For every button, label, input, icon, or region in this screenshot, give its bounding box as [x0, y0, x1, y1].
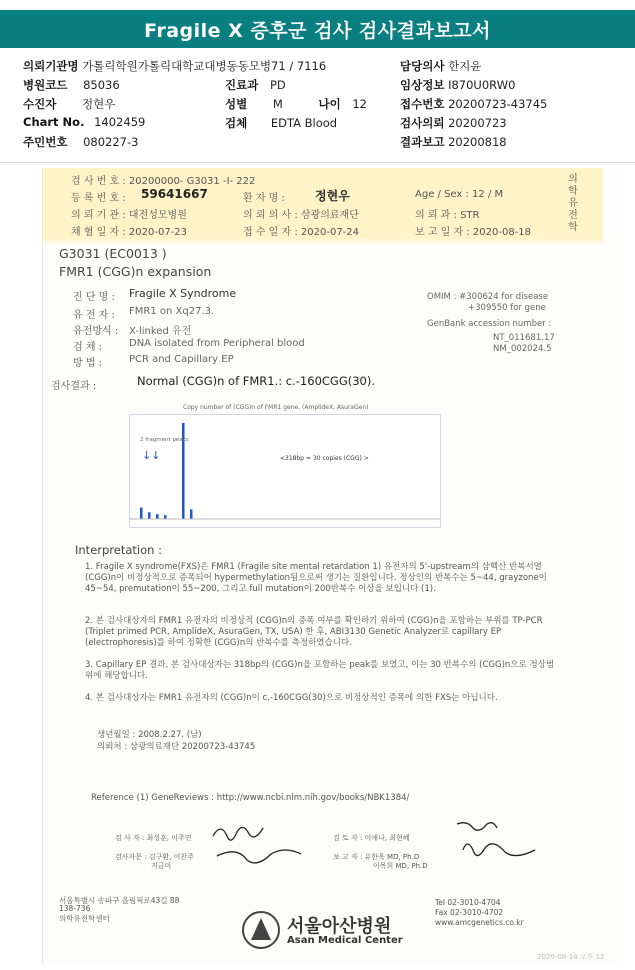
label-dept: 진료과 [225, 78, 259, 92]
label-report: 결과보고 [400, 135, 445, 149]
interp-p4: 4. 본 검사대상자는 FMR1 유전자의 (CGG)n이 c.-160CGG(30)으로 비정상적인 증폭에 의한 FXS는 아닙니다. [85, 693, 498, 703]
header-row-4-mid [225, 115, 337, 131]
value-clinical: I870U0RW0 [448, 78, 516, 92]
sig-advisor-b: 지금미 [151, 862, 172, 870]
test-code: G3031 (EC0013 ) [59, 246, 167, 261]
report-date: 보 고 일 자 : 2020-08-18 [415, 227, 532, 238]
label-rrn: 주민번호 [23, 135, 68, 149]
omim-1: OMIM : #300624 for disease [427, 292, 549, 302]
asan-foundation-seal-icon [241, 910, 281, 950]
electropherogram-svg [130, 415, 440, 527]
electropherogram [129, 414, 441, 528]
header-row-3-mid [225, 96, 367, 112]
value-request: 20200723 [448, 116, 507, 130]
peak [140, 507, 143, 519]
header-row-4 [23, 115, 145, 129]
header-row-3 [23, 96, 115, 112]
header-row-2-mid [225, 77, 286, 93]
label-clinical: 임상정보 [400, 78, 445, 92]
receipt-date: 접 수 일 자 : 2020-07-24 [243, 227, 360, 238]
header-row-1-right [400, 58, 481, 74]
gene-value: FMR1 on Xq27.3. [129, 306, 215, 317]
footer-timestamp: 2020-08-14 오후 12 [537, 953, 605, 961]
arrow-down-icon: ↓↓ [142, 449, 161, 462]
result-value: Normal (CGG)n of FMR1.: c.-160CGG(30). [137, 374, 375, 388]
sig-tester: 검 사 자 : 최성훈, 이주연 [115, 834, 192, 842]
peak [190, 509, 193, 519]
spec-value: DNA isolated from Peripheral blood [129, 338, 305, 349]
value-chart: 1402459 [94, 115, 146, 129]
diag-value: Fragile X Syndrome [129, 287, 237, 300]
label-chart: Chart No. [23, 115, 85, 129]
peak [156, 514, 159, 519]
omim-2: +309550 for gene [468, 303, 546, 313]
header-row-5-right [400, 134, 507, 150]
interp-p1: 1. Fragile X syndrome(FXS)은 FMR1 (Fragile site mental retardation 1) 유전자의 5'-upstream의 삼핵산 반복서열 (CGG)n이 비정상적으로 증폭되어 hypermethylation됨으로써 생기는 질환입니다. 정상인의 반복수는 5~44, grayzone이 45~54, premutation이 55~200, 그리고 full mutation이 200반복수 이상을 보입니다 (1). [85, 562, 547, 594]
label-hospcode: 병원코드 [23, 78, 68, 92]
label-patient: 수진자 [23, 97, 57, 111]
address-2: 138-736 [59, 904, 91, 913]
scanned-report [42, 168, 623, 963]
ref-inst: 의뢰처 : 삼광의료재단 20200723-43745 [97, 742, 256, 752]
interp-heading: Interpretation : [75, 543, 162, 557]
fax: Fax 02-3010-4702 [435, 908, 504, 917]
header-row-5 [23, 134, 138, 150]
inh-value: X-linked 유전 [129, 326, 192, 337]
yellow-fade [43, 238, 603, 246]
sig-reporter-b: 이목희 MD, Ph.D [373, 862, 428, 870]
exam-number: 검 사 번 호 : 20200000- G3031 -I- 222 [71, 176, 256, 187]
label-receipt: 접수번호 [400, 97, 445, 111]
website: www.amcgenetics.co.kr [435, 918, 524, 927]
patient-label: 환 자 명 : [243, 193, 285, 204]
label-specimen: 검체 [225, 116, 248, 130]
tel: Tel 02-3010-4704 [435, 898, 501, 907]
address-1: 서울특별시 송파구 올림픽로43길 88 [59, 896, 180, 905]
value-rrn: 080227-3 [83, 135, 139, 149]
value-report: 20200818 [448, 135, 507, 149]
label-request: 검사의뢰 [400, 116, 445, 130]
value-sex: M [272, 97, 283, 111]
value-doctor: 한지윤 [448, 59, 482, 73]
header-row-2 [23, 77, 120, 93]
interp-p3: 3. Capillary EP 결과, 본 검사대상자는 318bp의 (CGG)n을 포함하는 peak를 보였고, 이는 30 반복수의 (CGG)n으로 정상범위에 해당합니다. [85, 660, 555, 681]
header-row-4-right [400, 115, 507, 131]
signature-2-icon [443, 816, 563, 876]
reg-number: 59641667 [141, 187, 208, 201]
hospital-logo [241, 910, 461, 956]
inh-label: 유전방식 : [73, 326, 119, 337]
value-inst-b: 동모병71 / 7116 [237, 59, 327, 73]
peak [148, 512, 151, 519]
label-sex: 성별 [225, 97, 248, 111]
meth-value: PCR and Capillary EP [129, 354, 234, 365]
test-name: FMR1 (CGG)n expansion [59, 264, 212, 279]
header-row-3-right [400, 96, 547, 112]
req-dept: 의 뢰 과 : STR [415, 210, 480, 221]
value-age: 12 [352, 97, 367, 111]
patient-name: 정현우 [315, 189, 350, 203]
chart-annotation: <318bp = 30 copies (CGG) > [280, 455, 369, 462]
signature-1-icon [203, 816, 323, 876]
req-inst: 의 뢰 기 관 : 대전성모병원 [71, 210, 187, 221]
draw-date: 채 혈 일 자 : 2020-07-23 [71, 227, 188, 238]
label-age: 나이 [318, 97, 341, 111]
peak [164, 515, 167, 519]
req-doctor: 의 뢰 의 사 : 삼광의료재단 [243, 210, 359, 221]
label-inst: 의뢰기관명 [23, 59, 79, 73]
header-row-1 [23, 58, 326, 74]
chart-title: Copy number of (CGG)n of FMR1 gene. (AmplideX, AsuraGen) [183, 404, 369, 411]
diag-label: 진 단 명 : [73, 292, 115, 303]
side-label: 의학유전학 [568, 174, 578, 233]
sig-reviewer: 검 토 자 : 이애나, 최현혜 [333, 834, 410, 842]
accession-1: NT_011681.17 [493, 333, 555, 343]
gene-label: 유 전 자 : [73, 310, 115, 321]
meth-label: 방 법 : [73, 358, 103, 369]
dob: 생년월일 : 2008.2.27. (남) [97, 730, 202, 740]
reg-label: 등 록 번 호 : [71, 193, 126, 204]
value-receipt: 20200723-43745 [448, 97, 548, 111]
header-row-2-right [400, 77, 515, 93]
value-patient: 정현우 [81, 97, 116, 111]
genbank-label: GenBank accession number : [427, 319, 552, 329]
label-doctor: 담당의사 [400, 59, 445, 73]
value-hospcode: 85036 [83, 78, 120, 92]
accession-2: NM_002024.5 [493, 344, 552, 354]
age-sex: Age / Sex : 12 / M [415, 189, 504, 200]
header-divider [0, 162, 635, 163]
value-dept: PD [269, 78, 286, 92]
value-specimen: EDTA Blood [270, 116, 338, 130]
result-label: 검사결과 : [51, 381, 97, 392]
logo-english: Asan Medical Center [287, 935, 403, 946]
sig-reporter: 보 고 자 : 유한욱 MD, Ph.D [333, 853, 420, 861]
report-title: Fragile X 증후군 검사 검사결과보고서 [0, 10, 635, 48]
spec-label: 검 체 : [73, 342, 103, 353]
address-3: 의학유전학센터 [59, 914, 110, 923]
chart-left-note: 2 fragment peaks [140, 437, 189, 443]
logo-korean: 서울아산병원 [287, 916, 392, 937]
value-inst: 가톨릭학원가톨릭대학교대병동 [82, 59, 238, 73]
reference: Reference (1) GeneReviews : http://www.ncbi.nlm.nih.gov/books/NBK1384/ [91, 793, 410, 803]
sig-advisor: 검사자문 : 김구환, 이찬주 [115, 853, 194, 861]
interp-p2: 2. 본 검사대상자의 FMR1 유전자의 비정상적 (CGG)n의 증폭 여부를 확인하기 위하여 (CGG)n을 포함하는 부위를 TP-PCR (Triplet primed PCR, AmplideX, AsuraGen, TX, USA) 한 후, ABI3130 Genetic Analyzer로 capillary EP (electrophoresis)를 하여 정확한 (CGG)n의 반복수를 측정하였습니다. [85, 616, 543, 648]
